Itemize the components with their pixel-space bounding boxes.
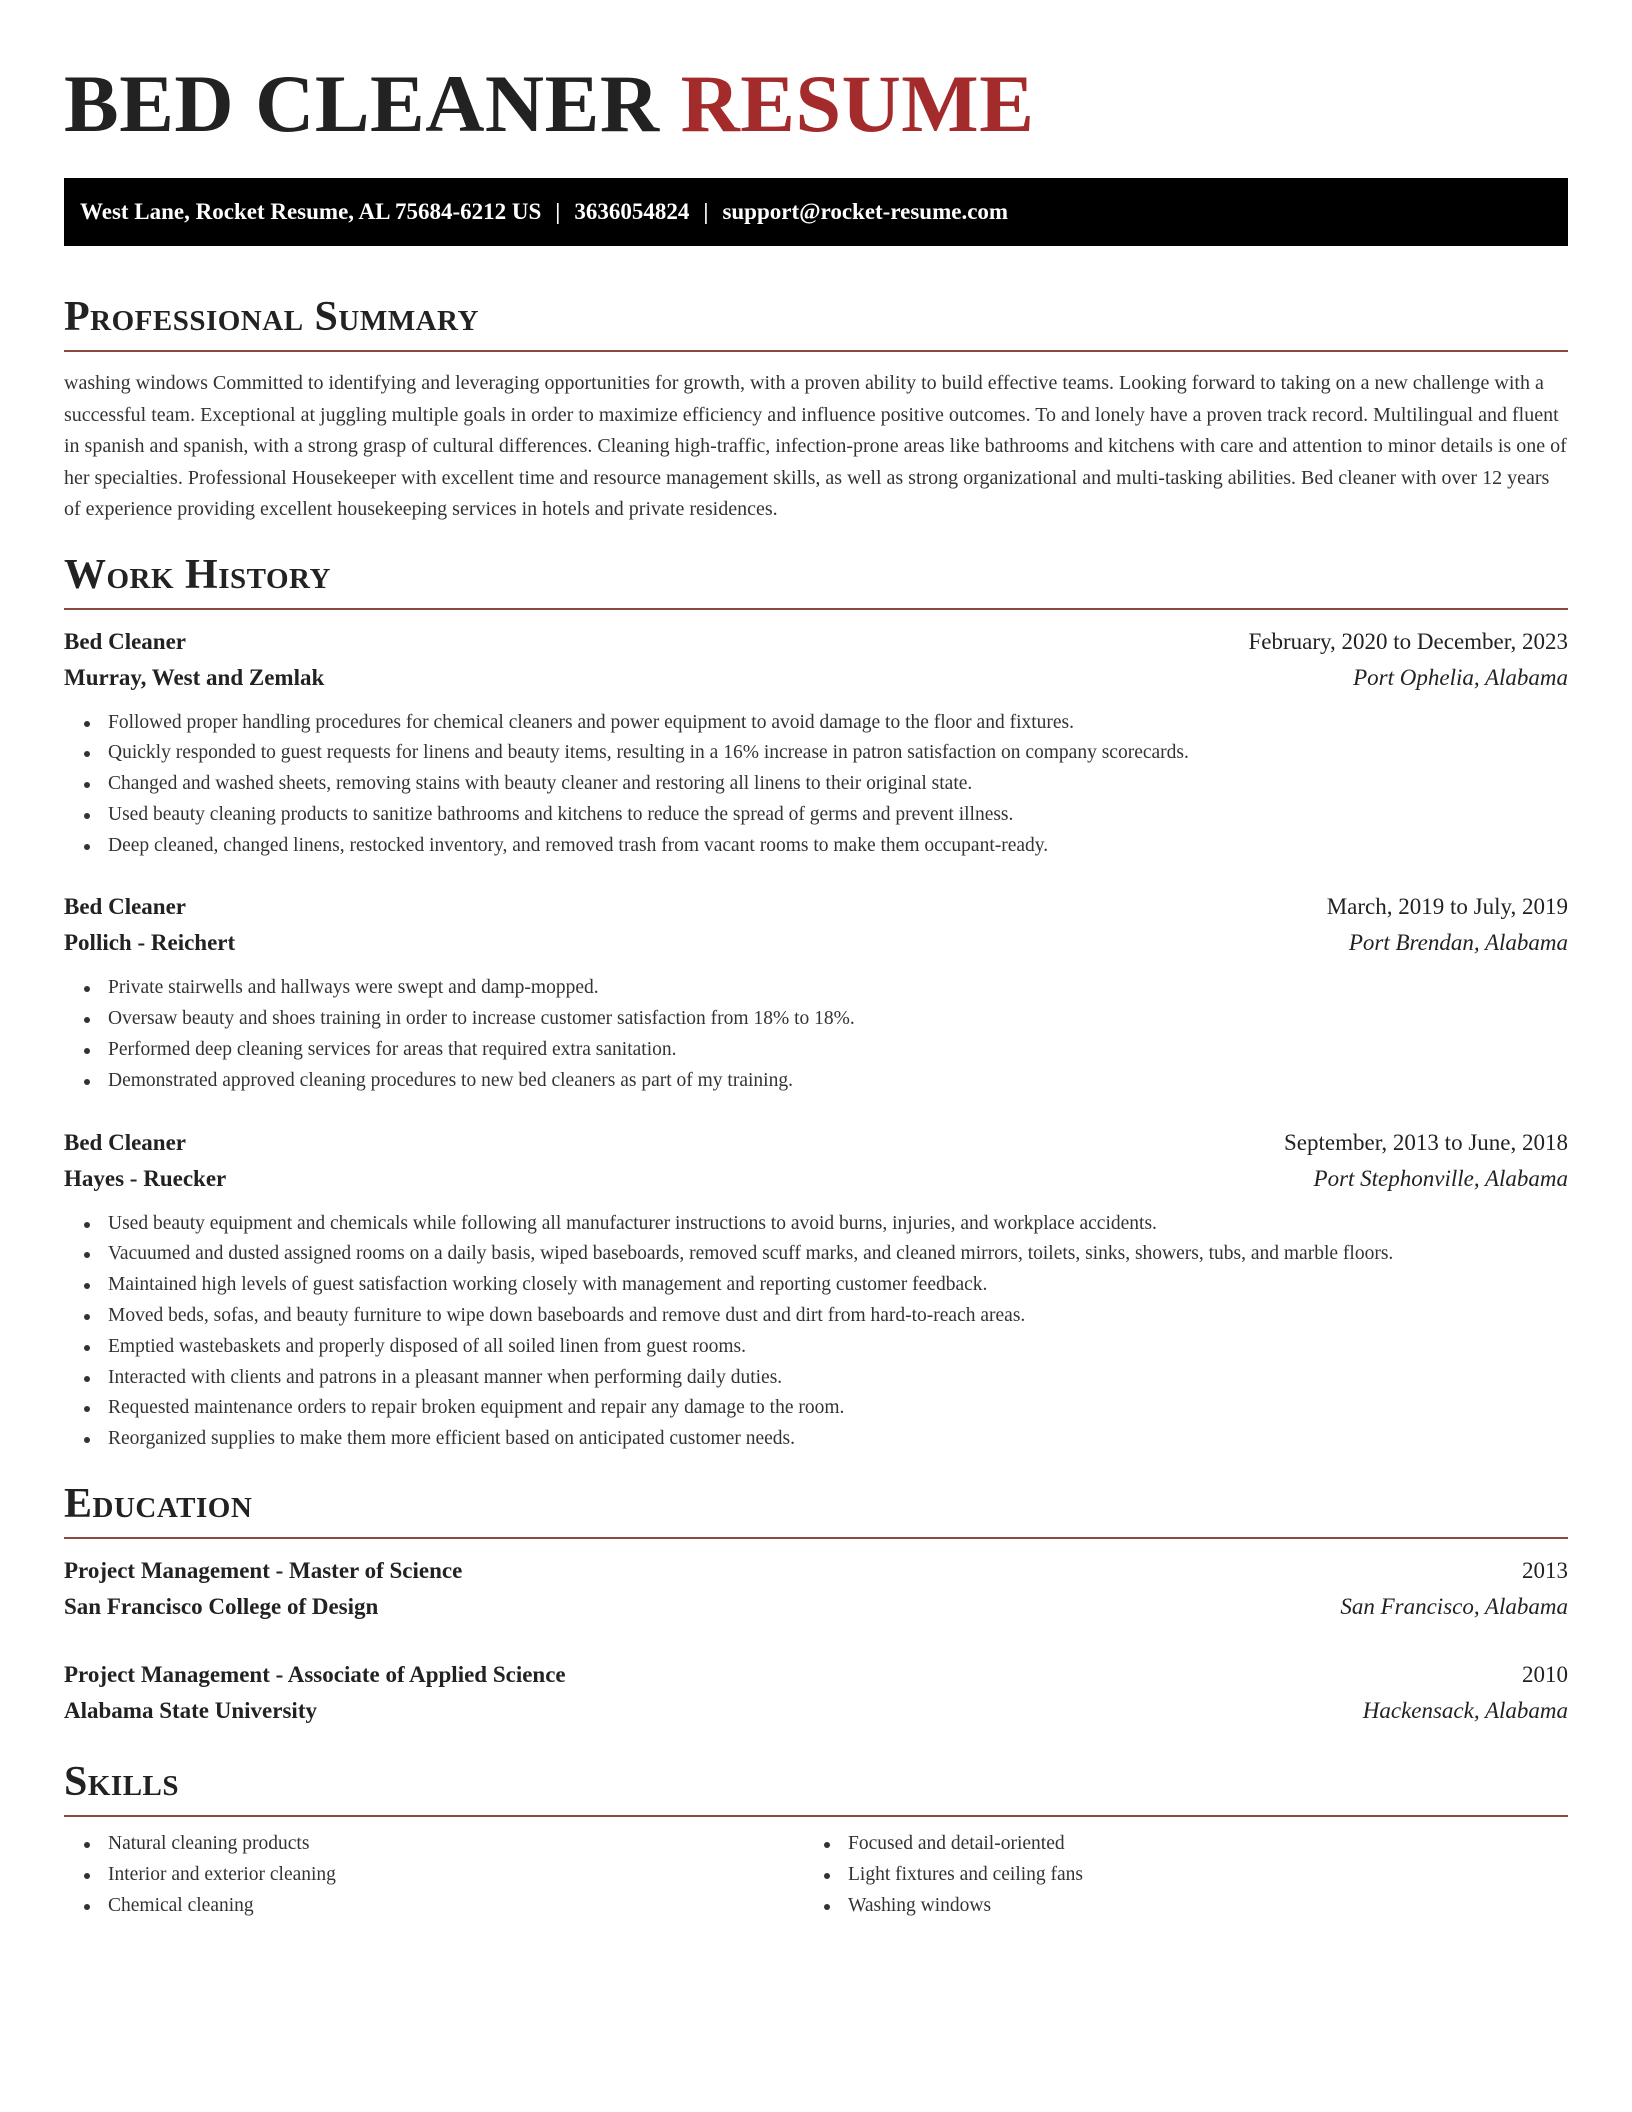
list-item: Emptied wastebaskets and properly disposed of all soiled linen from guest rooms. — [108, 1332, 1568, 1363]
job-company: Pollich - Reichert — [64, 930, 236, 956]
resume-page — [64, 0, 1568, 1921]
list-item: Vacuumed and dusted assigned rooms on a daily basis, wiped baseboards, removed scuff marks, and cleaned mirrors, toilets, sinks, showers, tubs, and marble floors. — [108, 1239, 1568, 1270]
list-item: Interior and exterior cleaning — [108, 1860, 804, 1891]
job-location: Port Stephonville, Alabama — [1313, 1165, 1568, 1191]
list-item: Used beauty cleaning products to sanitize bathrooms and kitchens to reduce the spread of germs and prevent illness. — [108, 800, 1568, 831]
resume-title — [64, 0, 1568, 152]
list-item: Light fixtures and ceiling fans — [848, 1860, 1544, 1891]
list-item: Washing windows — [848, 1891, 1544, 1922]
education-degree-row — [64, 1657, 1568, 1693]
education-degree: Project Management - Master of Science — [64, 1558, 463, 1584]
job-company-row — [64, 1161, 1568, 1197]
education-degree: Project Management - Associate of Applied Science — [64, 1662, 566, 1688]
skills-section — [64, 1755, 1568, 1921]
section-heading-skills: Skills — [64, 1759, 180, 1806]
education-location: San Francisco, Alabama — [1340, 1594, 1568, 1620]
section-heading-work: Work History — [64, 551, 331, 598]
job-header-row — [64, 1125, 1568, 1161]
job-header-row — [64, 889, 1568, 925]
list-item: Reorganized supplies to make them more efficient based on anticipated customer needs. — [108, 1424, 1568, 1455]
work-section — [64, 548, 1568, 1456]
list-item: Used beauty equipment and chemicals while following all manufacturer instructions to avoid burns, injuries, and workplace accidents. — [108, 1209, 1568, 1240]
job-company: Murray, West and Zemlak — [64, 664, 325, 690]
job-company-row — [64, 925, 1568, 961]
title-resume-word: RESUME — [680, 58, 1035, 149]
job-dates: February, 2020 to December, 2023 — [1248, 628, 1568, 654]
list-item: Interacted with clients and patrons in a pleasant manner when performing daily duties. — [108, 1363, 1568, 1394]
education-school: Alabama State University — [64, 1698, 317, 1724]
skills-grid — [64, 1829, 1568, 1921]
education-degree-row — [64, 1553, 1568, 1589]
job-dates: September, 2013 to June, 2018 — [1284, 1129, 1568, 1155]
list-item: Performed deep cleaning services for areas that required extra sanitation. — [108, 1035, 1568, 1066]
job-entry — [64, 624, 1568, 862]
list-item: Deep cleaned, changed linens, restocked inventory, and removed trash from vacant rooms to make them occupant-ready. — [108, 831, 1568, 862]
education-entry — [64, 1553, 1568, 1625]
education-entry — [64, 1657, 1568, 1729]
contact-bar — [64, 178, 1568, 246]
section-divider — [64, 1815, 1568, 1817]
contact-address: West Lane, Rocket Resume, AL 75684-6212 US — [80, 199, 542, 224]
job-bullets — [64, 708, 1568, 862]
contact-separator: | — [555, 199, 561, 224]
education-location: Hackensack, Alabama — [1362, 1698, 1568, 1724]
section-divider — [64, 608, 1568, 610]
section-divider — [64, 1537, 1568, 1539]
education-school-row — [64, 1589, 1568, 1625]
summary-section — [64, 290, 1568, 526]
list-item: Natural cleaning products — [108, 1829, 804, 1860]
job-title: Bed Cleaner — [64, 628, 187, 654]
job-title: Bed Cleaner — [64, 1129, 187, 1155]
section-heading-education: Education — [64, 1481, 253, 1528]
job-location: Port Ophelia, Alabama — [1353, 664, 1568, 690]
contact-separator: | — [703, 199, 709, 224]
job-header-row — [64, 624, 1568, 660]
job-entry — [64, 1125, 1568, 1455]
job-dates: March, 2019 to July, 2019 — [1326, 894, 1568, 920]
list-item: Demonstrated approved cleaning procedures to new bed cleaners as part of my training. — [108, 1066, 1568, 1097]
list-item: Quickly responded to guest requests for linens and beauty items, resulting in a 16% increase in patron satisfaction on company scorecards. — [108, 738, 1568, 769]
skills-list-right — [804, 1829, 1544, 1921]
list-item: Followed proper handling procedures for chemical cleaners and power equipment to avoid damage to the floor and fixtures. — [108, 708, 1568, 739]
list-item: Moved beds, sofas, and beauty furniture to wipe down baseboards and remove dust and dirt from hard-to-reach areas. — [108, 1301, 1568, 1332]
list-item: Focused and detail-oriented — [848, 1829, 1544, 1860]
title-job: BED CLEANER — [64, 58, 660, 149]
list-item: Chemical cleaning — [108, 1891, 804, 1922]
education-section — [64, 1477, 1568, 1729]
job-company: Hayes - Ruecker — [64, 1165, 227, 1191]
education-year: 2010 — [1522, 1662, 1568, 1688]
skills-list-left — [64, 1829, 804, 1921]
summary-text: washing windows Committed to identifying and leveraging opportunities for growth, with a proven ability to build effective teams. Looking forward to taking on a new challenge with a successful team. Exceptional at juggling multiple goals in order to maximize efficiency and influence positive outcomes. To and lonely have a proven track record. Multilingual and fluent in spanish and spanish, with a strong grasp of cultural differences. Cleaning high-traffic, infection-prone areas like bathrooms and kitchens with care and attention to minor details is one of her specialties. Professional Housekeeper with excellent time and resource management skills, as well as strong organizational and multi-tasking abilities. Bed cleaner with over 12 years of experience providing excellent housekeeping services in hotels and private residences. — [64, 372, 1567, 520]
list-item: Requested maintenance orders to repair broken equipment and repair any damage to the room. — [108, 1393, 1568, 1424]
list-item: Private stairwells and hallways were swept and damp-mopped. — [108, 973, 1568, 1004]
section-divider — [64, 350, 1568, 352]
job-bullets — [64, 1209, 1568, 1455]
list-item: Oversaw beauty and shoes training in order to increase customer satisfaction from 18% to 18%. — [108, 1004, 1568, 1035]
list-item: Changed and washed sheets, removing stains with beauty cleaner and restoring all linens to their original state. — [108, 769, 1568, 800]
job-entry — [64, 889, 1568, 1096]
job-company-row — [64, 660, 1568, 696]
contact-email[interactable]: support@rocket-resume.com — [722, 199, 1009, 224]
job-bullets — [64, 973, 1568, 1096]
section-heading-summary: Professional Summary — [64, 294, 479, 340]
list-item: Maintained high levels of guest satisfaction working closely with management and reporting customer feedback. — [108, 1270, 1568, 1301]
education-year: 2013 — [1522, 1558, 1568, 1584]
contact-phone[interactable]: 3636054824 — [574, 199, 690, 224]
education-school-row — [64, 1693, 1568, 1729]
job-title: Bed Cleaner — [64, 894, 187, 920]
job-location: Port Brendan, Alabama — [1348, 930, 1568, 956]
education-school: San Francisco College of Design — [64, 1594, 379, 1620]
